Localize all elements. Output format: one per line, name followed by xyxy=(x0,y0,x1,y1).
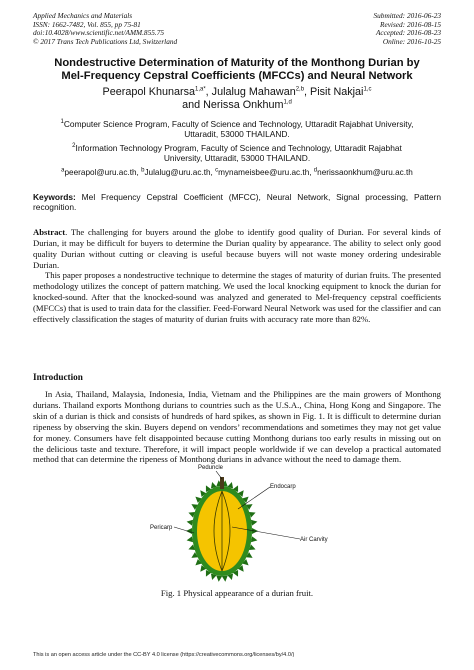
email-sup: d xyxy=(313,167,318,174)
header-left-line: ISSN: 1662-7482, Vol. 855, pp 75-81 xyxy=(33,19,141,29)
email-sup: c xyxy=(215,167,219,174)
label-peduncle: Peduncle xyxy=(198,465,224,471)
affiliation xyxy=(40,143,434,163)
abstract-paragraph xyxy=(33,270,441,325)
durian-spike xyxy=(251,520,257,526)
figure-caption: Fig. 1 Physical appearance of a durian fruit. xyxy=(160,588,314,598)
email-sup: b xyxy=(141,167,145,174)
author-sup: 1,a* xyxy=(194,86,206,93)
durian-spike xyxy=(216,576,222,582)
title-line: Mel-Frequency Cepstral Coefficients (MFCCs) and Neural Network xyxy=(61,70,413,82)
keywords-text: Mel Frequency Cepstral Coefficient (MFCC), Neural Network, Signal processing, Pattern recognition. xyxy=(33,192,441,212)
affiliation-sup: 2 xyxy=(72,143,76,150)
affiliation-line: Information Technology Program, Faculty of Science and Technology, Uttaradit Rajabhat xyxy=(75,143,402,153)
affiliation-line: Computer Science Program, Faculty of Science and Technology, Uttaradit Rajabhat University, xyxy=(63,119,414,129)
email-link[interactable]: nerissaonkhum@uru.ac.th xyxy=(317,168,413,177)
abstract-paragraph xyxy=(33,227,441,271)
email-link[interactable]: mynameisbee@uru.ac.th, xyxy=(218,168,314,177)
label-endocarp: Endocarp xyxy=(270,484,296,490)
affiliation xyxy=(40,119,434,139)
keywords xyxy=(33,192,441,212)
author-line xyxy=(40,99,434,112)
durian-spike xyxy=(187,520,193,526)
journal-header xyxy=(33,12,177,46)
durian-spike xyxy=(222,576,228,582)
author-name: Peerapol Khunarsa xyxy=(102,86,195,98)
affiliation-sup: 1 xyxy=(60,119,64,126)
email-link[interactable]: Julalug@uru.ac.th, xyxy=(144,168,216,177)
abstract-label: Abstract xyxy=(33,227,66,237)
header-right-line: Submitted: 2016-06-23 xyxy=(373,11,441,20)
author-sup: 1,d xyxy=(283,99,292,106)
email-sup: a xyxy=(61,167,65,174)
title-line: Nondestructive Determination of Maturity of the Monthong Durian by xyxy=(54,57,420,69)
durian-spike xyxy=(251,536,257,542)
intro-text: In Asia, Thailand, Malaysia, Indonesia, India, Vietnam and the Philippines are the main growers of Monthong durians. Thailand exports Monthong durians to countries such as the U.S.A., China, Hong Kong and Singapore. The skin of a durian is thick and consists of hundreds of hard spikes, as shown in Fig. 1. It is difficult to determine durian ripeness by observing the skin. Buyers depend on vendors’ recommendations and sometimes they may not get value for money. Consumers have felt disappointed because cutting Monthong durians too early results in missing out on the delicious taste and texture. Therefore, it will impact people worldwide if we can develop a practical automated method that can determine the ripeness of Monthong durians in advance without the need to damage them. xyxy=(33,389,441,465)
submission-dates xyxy=(374,12,442,46)
author-sup: 2,b xyxy=(295,86,305,93)
author-line: Peerapol Khunarsa$^{1,a*}$, Julalug Mahawan$^{2,b}$, Pisit Nakjai$^{1,c}$ xyxy=(102,86,372,98)
header-left-line: doi:10.4028/www.scientific.net/AMM.855.75 xyxy=(33,28,164,38)
section-heading: Introduction xyxy=(33,372,83,382)
author-list xyxy=(40,86,434,112)
author-conjunction: and xyxy=(182,99,204,111)
intro-paragraph xyxy=(33,389,441,465)
email-link[interactable]: peerapol@uru.ac.th, xyxy=(64,168,142,177)
license-footer: This is an open access article under the CC-BY 4.0 license (https://creativecommons.org/licenses/by/4.0/) xyxy=(33,652,295,658)
header-left-line: Applied Mechanics and Materials xyxy=(33,11,133,20)
author-name: Nerissa Onkhum xyxy=(203,99,284,111)
paper-title xyxy=(40,57,434,83)
keywords-label: Keywords: xyxy=(33,192,76,202)
label-pericarp: Pericarp xyxy=(150,525,173,531)
author-name: Pisit Nakjai xyxy=(310,86,364,98)
affiliation-line: University, Uttaradit, 53000 THAILAND. xyxy=(163,153,311,163)
header-right-line: Revised: 2016-08-15 xyxy=(380,19,441,29)
author-name: Julalug Mahawan xyxy=(211,86,296,98)
header-left-line: © 2017 Trans Tech Publications Ltd, Switzerland xyxy=(33,36,178,46)
header-right-line: Accepted: 2016-08-23 xyxy=(375,28,441,38)
affiliation-line: Uttaradit, 53000 THAILAND. xyxy=(184,129,290,139)
label-air-cavity: Air Carvity xyxy=(300,537,328,543)
durian-figure xyxy=(150,461,370,585)
abstract-text: . The challenging for buyers around the globe to identify good quality of Durian. For several kinds of Durian, it may be difficult for buyers to determine the Durian quality by appearance. The ability to select only good quality Durian without cutting or cleaving is useful because buyers will not waste money ordering undesirable Durian. xyxy=(33,227,441,270)
durian-spike xyxy=(187,536,193,542)
author-sup: 1,c xyxy=(363,86,372,93)
header-right-line: Online: 2016-10-25 xyxy=(382,36,441,46)
abstract-text: This paper proposes a nondestructive technique to determine the stages of maturity of durian fruits. The presented methodology utilizes the concept of pattern matching. We used the local knocking equipment to knock the durian for knocked-sound. After that the knocked-sound was analyzed and generated to Mel-frequency cepstral coefficients (MFCCs) that is used to train data for the classifier. Feed-Forward Neural Network was used for the classifier and can effectively classification the stages of maturity of durian fruits with accuracy rate more than 82%. xyxy=(33,270,441,324)
email-list xyxy=(30,168,444,178)
